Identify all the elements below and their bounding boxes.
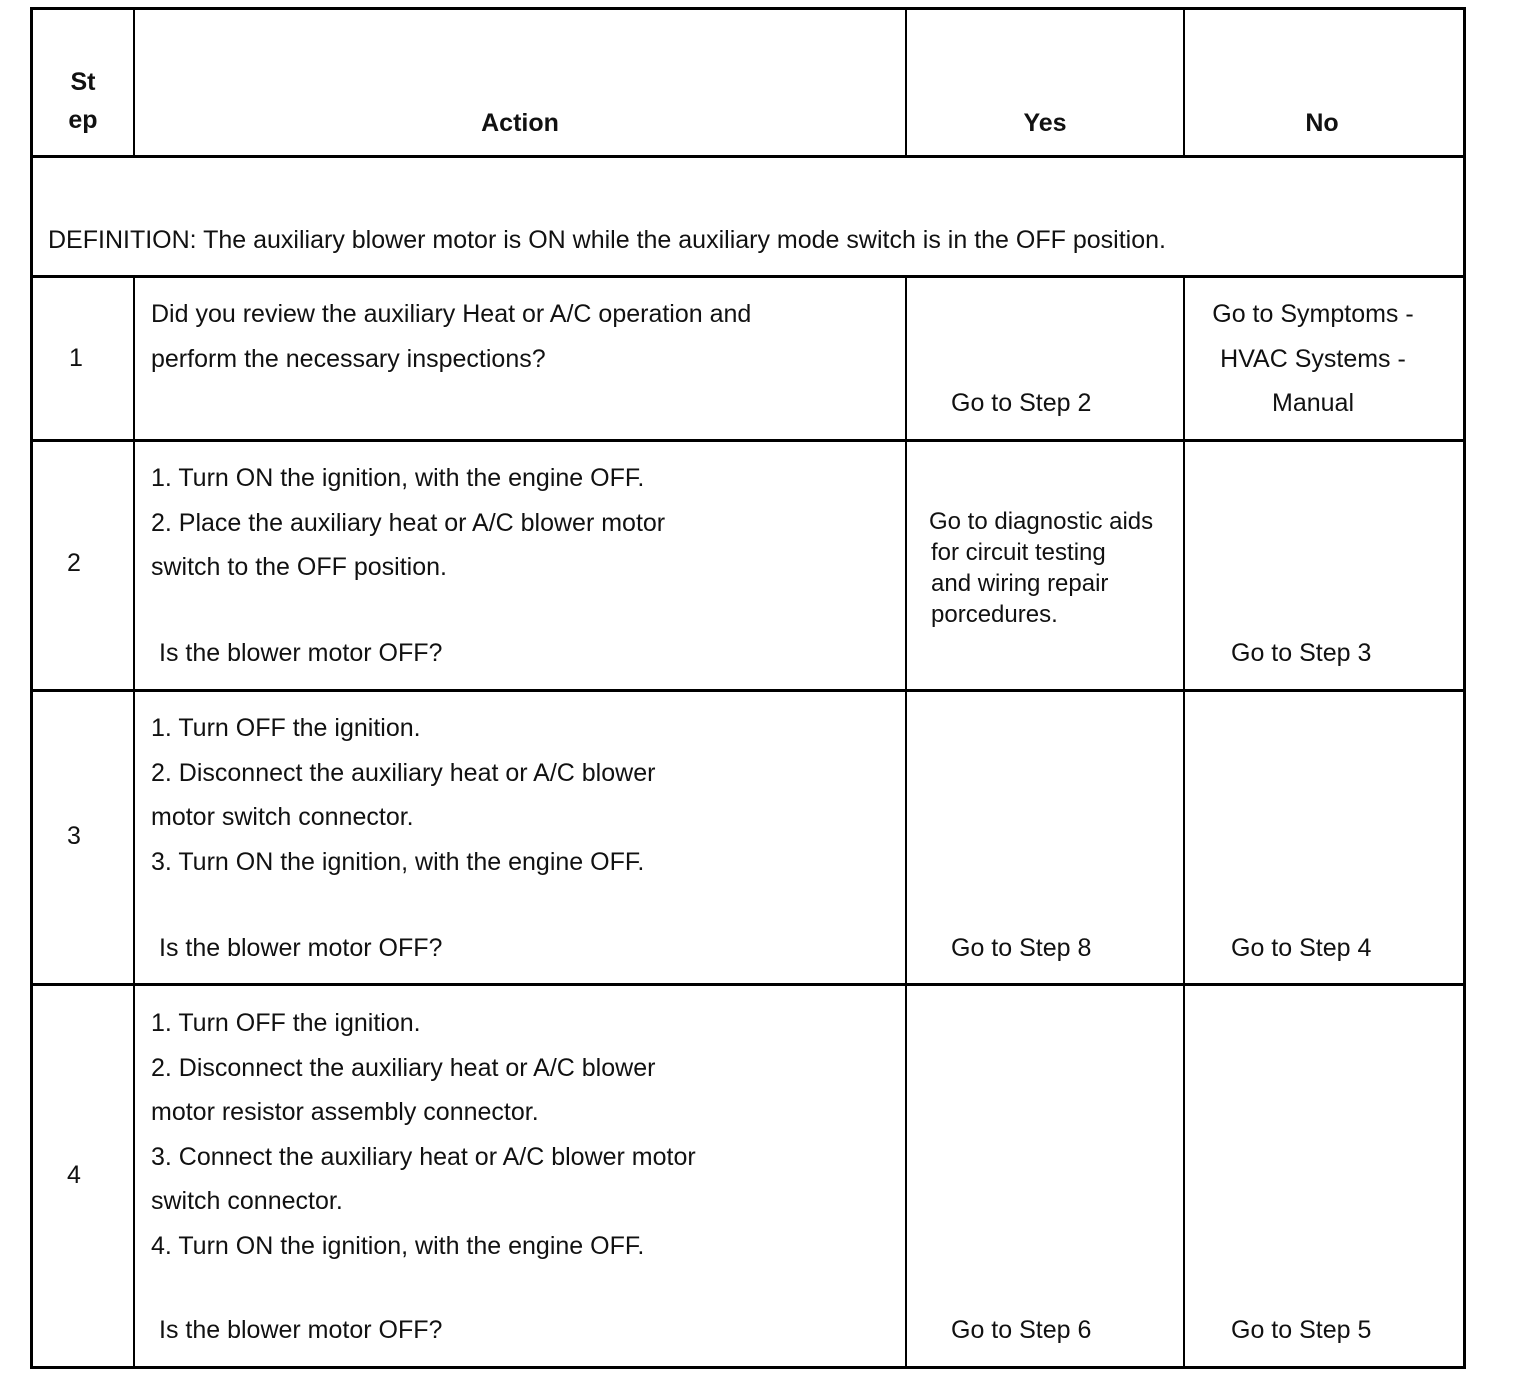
header-action: Action (481, 109, 559, 137)
row-1-no (1185, 292, 1441, 426)
row-1-no-line: Manual (1272, 389, 1354, 417)
row-2-yes (929, 506, 1153, 630)
row-3-step: 3 (67, 822, 81, 850)
row-4-action-line: 2. Disconnect the auxiliary heat or A/C blower (151, 1053, 656, 1082)
row-2-action-line: 1. Turn ON the ignition, with the engine OFF. (151, 464, 645, 492)
row-4-action-line: 3. Connect the auxiliary heat or A/C blower motor (151, 1142, 696, 1171)
row-3-question: Is the blower motor OFF? (159, 934, 443, 962)
row-3-action-line: 2. Disconnect the auxiliary heat or A/C blower (151, 758, 656, 787)
row-3-action (151, 706, 655, 884)
row-2-action (151, 456, 665, 590)
col-divider-step (133, 276, 135, 1369)
row-4-action (151, 1001, 696, 1268)
row-2-no: Go to Step 3 (1231, 639, 1372, 667)
row-4-action-line: switch connector. (151, 1187, 343, 1215)
row-4-action-line: motor resistor assembly connector. (151, 1098, 539, 1126)
row-4-yes: Go to Step 6 (951, 1316, 1092, 1344)
col-divider-yes (1183, 276, 1185, 1369)
row-2-yes-line: porcedures. (931, 601, 1058, 628)
header-step-line-1: St (70, 68, 96, 96)
row-3-action-line: 3. Turn ON the ignition, with the engine OFF. (151, 847, 645, 876)
row-2-yes-line: Go to diagnostic aids (929, 508, 1154, 535)
row-2-yes-line: and wiring repair (931, 570, 1109, 597)
row-2-action-line: switch to the OFF position. (151, 553, 447, 581)
row-2-step: 2 (67, 549, 81, 577)
col-divider-action (905, 276, 907, 1369)
row-1-step: 1 (69, 344, 83, 372)
row-2-question: Is the blower motor OFF? (159, 639, 443, 667)
definition-text: DEFINITION: The auxiliary blower motor is ON while the auxiliary mode switch is in the OFF position. (48, 226, 1166, 254)
definition-divider (33, 275, 1463, 278)
header-yes: Yes (1023, 109, 1067, 137)
row-3-divider (33, 983, 1463, 986)
row-4-step: 4 (67, 1161, 81, 1189)
row-1-action-line: Did you review the auxiliary Heat or A/C operation and (151, 300, 752, 328)
row-2-action-line: 2. Place the auxiliary heat or A/C blower motor (151, 508, 666, 537)
row-3-no: Go to Step 4 (1231, 934, 1372, 962)
row-1-action-line: perform the necessary inspections? (151, 344, 546, 373)
row-4-no: Go to Step 5 (1231, 1316, 1372, 1344)
row-1-yes: Go to Step 2 (951, 389, 1092, 417)
row-2-yes-line: for circuit testing (931, 539, 1106, 566)
row-1-action (151, 292, 751, 381)
row-1-no-line: Go to Symptoms - (1212, 300, 1414, 328)
header-divider (33, 155, 1463, 158)
row-3-action-line: motor switch connector. (151, 803, 414, 831)
header-no: No (1305, 109, 1339, 137)
row-1-no-line: HVAC Systems - (1220, 344, 1406, 373)
row-2-divider (33, 689, 1463, 692)
header-step-line-2: ep (68, 106, 98, 134)
row-4-question: Is the blower motor OFF? (159, 1316, 443, 1344)
diagnostic-table (30, 7, 1466, 1369)
row-4-action-line: 1. Turn OFF the ignition. (151, 1009, 421, 1037)
row-1-divider (33, 439, 1463, 442)
row-3-action-line: 1. Turn OFF the ignition. (151, 714, 421, 742)
header-step (33, 63, 133, 139)
row-4-action-line: 4. Turn ON the ignition, with the engine OFF. (151, 1231, 645, 1260)
row-3-yes: Go to Step 8 (951, 934, 1092, 962)
